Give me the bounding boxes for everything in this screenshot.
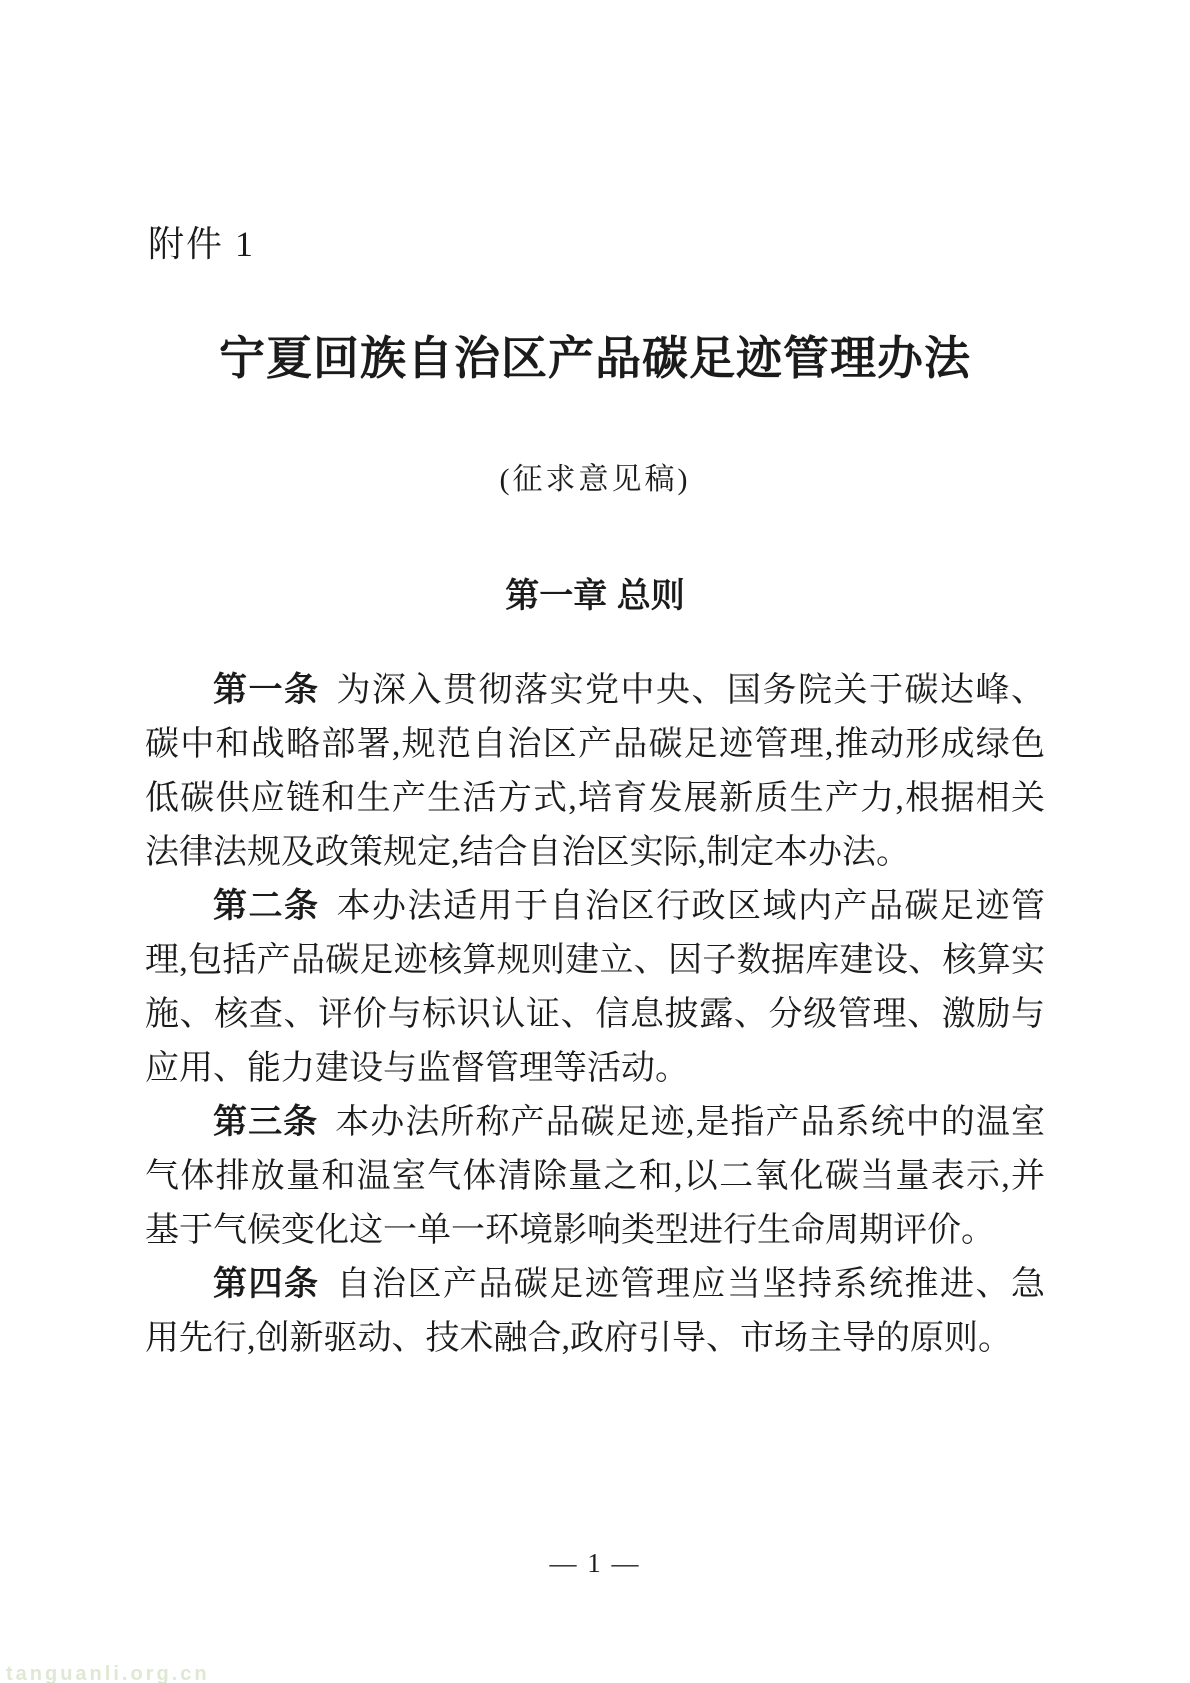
- document-subtitle: (征求意见稿): [499, 463, 691, 496]
- article-paragraph: [145, 664, 1045, 880]
- article-text: 本办法适用于自治区行政区域内产品碳足迹管理,包括产品碳足迹核算规则建立、因子数据库建设、核算实施、核查、评价与标识认证、信息披露、分级管理、激励与应用、能力建设与监督管理等活动。: [145, 888, 1045, 1087]
- article-text: 自治区产品碳足迹管理应当坚持系统推进、急用先行,创新驱动、技术融合,政府引导、市场主导的原则。: [145, 1266, 1045, 1357]
- watermark: tanguanli.org.cn: [6, 1663, 210, 1683]
- chapter-heading: 第一章 总则: [505, 577, 685, 615]
- document-body: [145, 664, 1045, 1366]
- article-paragraph: [145, 1258, 1045, 1366]
- article-text: 为深入贯彻落实党中央、国务院关于碳达峰、碳中和战略部署,规范自治区产品碳足迹管理,推动形成绿色低碳供应链和生产生活方式,培育发展新质生产力,根据相关法律法规及政策规定,结合自治区实际,制定本办法。: [145, 672, 1045, 871]
- article-paragraph: [145, 880, 1045, 1096]
- article-lead: 第三条: [213, 1104, 319, 1141]
- article-lead: 第一条: [213, 672, 320, 709]
- article-lead: 第四条: [213, 1266, 320, 1303]
- attachment-label: 附件 1: [148, 224, 256, 264]
- article-paragraph: [145, 1096, 1045, 1258]
- document-title: 宁夏回族自治区产品碳足迹管理办法: [219, 333, 971, 384]
- page-number: — 1 —: [549, 1548, 641, 1578]
- article-text: 本办法所称产品碳足迹,是指产品系统中的温室气体排放量和温室气体清除量之和,以二氧化碳当量表示,并基于气候变化这一单一环境影响类型进行生命周期评价。: [145, 1104, 1046, 1249]
- article-lead: 第二条: [213, 888, 320, 925]
